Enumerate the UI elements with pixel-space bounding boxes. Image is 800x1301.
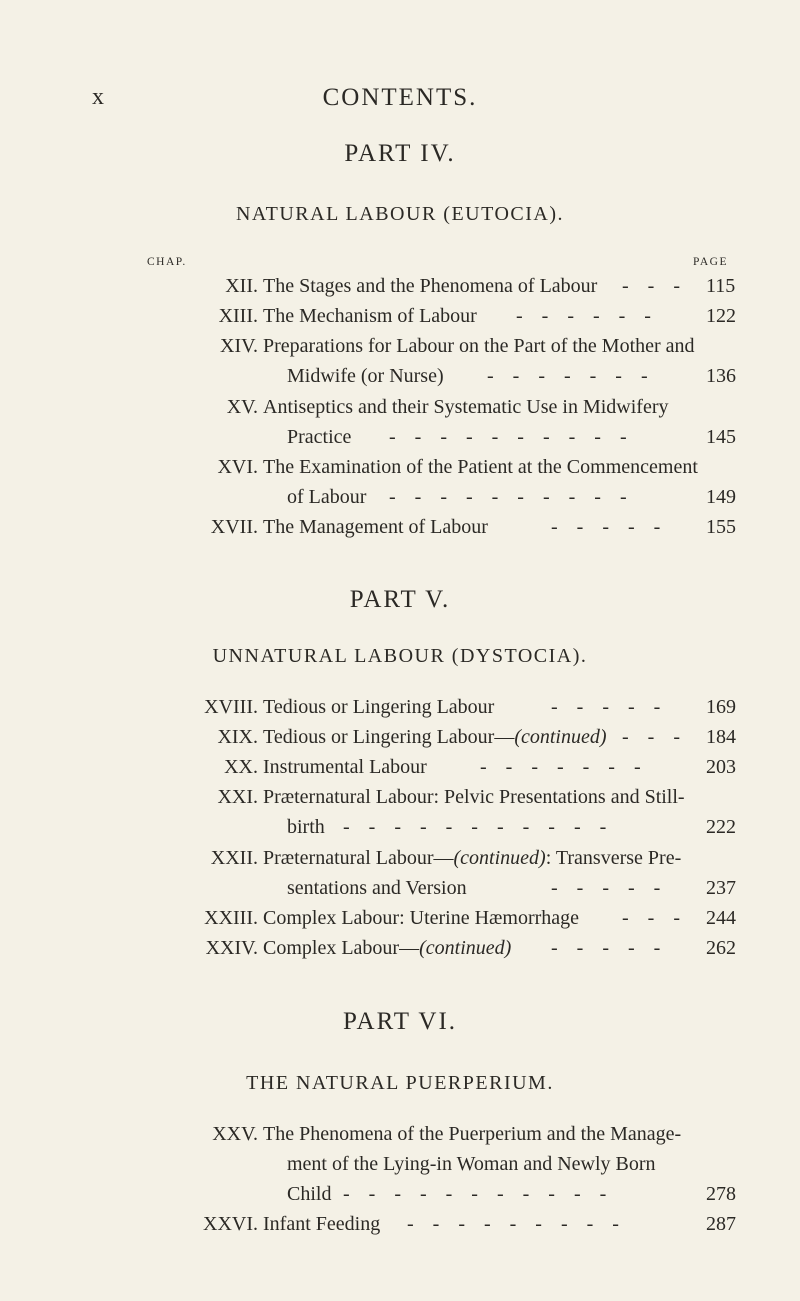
chapter-number: XXV.	[212, 1123, 258, 1145]
entry-title-main: Tedious or Lingering Labour—	[263, 726, 515, 748]
chapter-number: XX.	[224, 756, 258, 778]
leader-dots: - - -	[622, 275, 681, 297]
toc-entry-continuation	[0, 361, 800, 391]
toc-entry	[0, 392, 800, 422]
entry-title: The Stages and the Phenomena of Labour	[263, 275, 598, 297]
leader-dots: - - - - -	[551, 516, 662, 538]
leader-dots: - - - - -	[551, 937, 662, 959]
toc-entry	[0, 843, 800, 873]
toc-entry	[0, 903, 800, 933]
entry-title-continued: ment of the Lying-in Woman and Newly Born	[287, 1153, 656, 1175]
page-ref: 155	[706, 516, 736, 538]
toc-entry	[0, 271, 800, 301]
page-ref: 122	[706, 305, 736, 327]
toc-entry-continuation	[0, 1179, 800, 1209]
entry-title: The Mechanism of Labour	[263, 305, 477, 327]
toc-entry	[0, 512, 800, 542]
chapter-number: XXVI.	[203, 1213, 258, 1235]
toc-entry	[0, 722, 800, 752]
chapter-number: XV.	[226, 396, 258, 418]
entry-title-continued: Practice	[287, 426, 352, 448]
toc-entry	[0, 933, 800, 963]
toc-entry-continuation	[0, 812, 800, 842]
toc-entry-continuation	[0, 422, 800, 452]
entry-title-main: Complex Labour—	[263, 937, 420, 959]
continued-note: (continued)	[453, 847, 546, 869]
entry-title-continued: birth	[287, 816, 325, 838]
entry-title-main: Præternatural Labour—	[263, 847, 454, 869]
toc-entry	[0, 752, 800, 782]
entry-title: Infant Feeding	[263, 1213, 381, 1235]
entry-title-continued: of Labour	[287, 486, 367, 508]
entry-title: The Examination of the Patient at the Commencement	[263, 456, 698, 478]
leader-dots: - - - - - -	[516, 305, 652, 327]
entry-title: The Phenomena of the Puerperium and the Manage-	[263, 1123, 682, 1145]
page-column-header: PAGE	[693, 256, 728, 268]
part-subtitle: THE NATURAL PUERPERIUM.	[246, 1072, 554, 1094]
toc-entry	[0, 782, 800, 812]
running-head	[0, 84, 800, 118]
entry-title: Complex Labour: Uterine Hæmorrhage	[263, 907, 580, 929]
toc-entry	[0, 301, 800, 331]
toc-entry	[0, 692, 800, 722]
entry-title: Instrumental Labour	[263, 756, 427, 778]
entry-title-continued: Child	[287, 1183, 332, 1205]
page-number: x	[92, 84, 105, 110]
continued-note: (continued)	[514, 726, 607, 748]
part-subtitle: NATURAL LABOUR (EUTOCIA).	[235, 203, 565, 225]
entry-title: Tedious or Lingering Labour	[263, 696, 495, 718]
page-ref: 184	[706, 726, 736, 748]
chapter-number: XXII.	[210, 847, 258, 869]
leader-dots: - - - - - - - - -	[407, 1213, 620, 1235]
toc-entry	[0, 452, 800, 482]
chapter-number: XVI.	[217, 456, 258, 478]
chapter-number: XII.	[225, 275, 258, 297]
page-ref: 287	[706, 1213, 736, 1235]
leader-dots: - - - - -	[551, 877, 662, 899]
entry-title-continued: sentations and Version	[287, 877, 467, 899]
page-ref: 115	[706, 275, 736, 297]
entry-title-rest: : Transverse Pre-	[545, 847, 682, 869]
part-title: PART VI.	[342, 1008, 458, 1035]
chapter-number: XXI.	[217, 786, 258, 808]
leader-dots: - - - - - - - - - -	[389, 426, 628, 448]
page-ref: 262	[706, 937, 736, 959]
entry-title: Antiseptics and their Systematic Use in Midwifery	[263, 396, 669, 418]
leader-dots: - - - - - - -	[487, 365, 649, 387]
leader-dots: - - - - -	[551, 696, 662, 718]
chapter-number: XIV.	[220, 335, 258, 357]
entry-title	[263, 843, 681, 873]
chapter-number: XIX.	[217, 726, 258, 748]
toc-entry	[0, 331, 800, 361]
entry-title	[263, 933, 511, 963]
toc-entry-continuation	[0, 482, 800, 512]
page-title: CONTENTS.	[322, 84, 478, 111]
chapter-number: XVII.	[210, 516, 258, 538]
leader-dots: - - - - - - - - - -	[389, 486, 628, 508]
chapter-number: XIII.	[218, 305, 258, 327]
continued-note: (continued)	[419, 937, 512, 959]
chapter-number: XXIII.	[204, 907, 258, 929]
toc-entry	[0, 1209, 800, 1239]
toc-entry-continuation	[0, 873, 800, 903]
page-ref: 136	[706, 365, 736, 387]
entry-title: Præternatural Labour: Pelvic Presentations and Still-	[263, 786, 685, 808]
page-ref: 237	[706, 877, 736, 899]
entry-title-continued: Midwife (or Nurse)	[287, 365, 444, 387]
part-title: PART V.	[349, 586, 451, 613]
toc-entry-continuation	[0, 1149, 800, 1179]
page-ref: 149	[706, 486, 736, 508]
part-title: PART IV.	[344, 140, 456, 167]
chapter-column-header: CHAP.	[147, 256, 187, 268]
leader-dots: - - - - - - -	[480, 756, 642, 778]
page-ref: 278	[706, 1183, 736, 1205]
page-ref: 222	[706, 816, 736, 838]
entry-title: The Management of Labour	[263, 516, 488, 538]
page-ref: 244	[706, 907, 736, 929]
page-ref: 169	[706, 696, 736, 718]
toc-entry	[0, 1119, 800, 1149]
leader-dots: - - -	[622, 726, 681, 748]
page-ref: 203	[706, 756, 736, 778]
chapter-number: XXIV.	[205, 937, 258, 959]
leader-dots: - - -	[622, 907, 681, 929]
part-subtitle: UNNATURAL LABOUR (DYSTOCIA).	[212, 645, 588, 667]
entry-title: Preparations for Labour on the Part of the Mother and	[263, 335, 695, 357]
leader-dots: - - - - - - - - - - -	[343, 816, 608, 838]
leader-dots: - - - - - - - - - - -	[343, 1183, 608, 1205]
entry-title	[263, 722, 607, 752]
chapter-number: XVIII.	[204, 696, 258, 718]
page-ref: 145	[706, 426, 736, 448]
